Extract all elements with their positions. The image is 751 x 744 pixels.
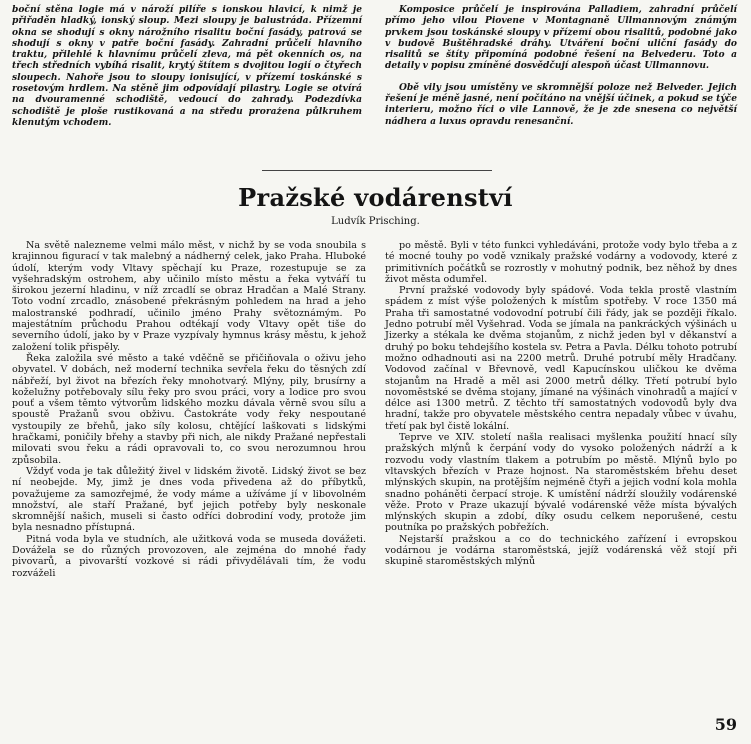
top-right-paragraph-1: Komposice průčelí je inspirována Palladiem, zahradní průčelí přímo jeho vilou Piovene v Montagnaně Ullmannovým známým prvkem jsou toskánské sloupy v přízemí obou risalitů, podobné jako v budově Buštěhradské dráhy. Utváření boční uliční fasády do risalitů se štíty připomíná podobné řešení na Belvederu. Toto a detaily v popisu zmíněné dosvědčují alespoň účast Ullmannovu. bbox=[385, 4, 737, 72]
top-left-paragraph-1: boční stěna logie má v nároží pilíře s ionskou hlavicí, k nimž je přiřaděn hladký, ionský sloup. Mezi sloupy je balustráda. Přízemní okna se shodují s okny nárožního risalitu boční fasády, patrová se shodují s okny v patře boční fasády. Zahradní průčelí hlavního traktu, přilehlé k hlavnímu průčelí zleva, má pět okenních os, na třech středních vybíhá risalit, krytý štítem s dvojitou logií o čtyřech sloupech. Nahoře jsou to sloupy ionisující, v přízemí toskánské s rosetovým hrdlem. Na stěně jim odpovídají pilastry. Logie se otvírá na dvouramenné schodiště, vedoucí do zahrady. Podezdívka schodiště je ploše rustikovaná a na středu prorażena půlkruhem klenutým vchodem. bbox=[12, 4, 362, 128]
top-right-paragraph-2: Obě vily jsou umístěny ve skromnější poloze než Belveder. Jejich řešení je méně jasné, není počítáno na vnější účinek, a pokud se týče interieru, možno říci o vile Lannově, že je zde snesena co největší nádhera a luxus opravdu renesanční. bbox=[385, 81, 737, 127]
top-left-column bbox=[12, 4, 362, 128]
body-left-paragraph-1: Na světě nalezneme velmi málo měst, v nichž by se voda snoubila s krajinnou figurací v tak malebný a nádherný celek, jako Praha. Hluboké údolí, kterým vody Vltavy spěchají ku Praze, rozestupuje se za vyšehradským ostrohem, aby učinilo místo městu a řeka vytváří tu širokou jezerní hladinu, v níž zrcadlí se obraz Hradčan a Malé Strany. Toto vodní zrcadlo, znásobené překrásným pohledem na hrad a jeho malostranské podhradí, učinilo jméno Prahy světoznámým. Po majestátním průchodu Prahou odtékají vody Vltavy opět tiše do severního údolí, jako by v Praze vyzpívaly hymnus krásy městu, k jehož založení tolik přispěly. bbox=[12, 240, 366, 353]
body-right-paragraph-4: Nejstarší pražskou a co do technického zařízení i evropskou vodárnou je vodárna staroměstská, jejíž vodárenská věž stojí při skupině staroměstských mlýnů bbox=[385, 533, 737, 568]
article-title: Pražské vodárenství bbox=[238, 183, 513, 212]
body-left-paragraph-2: Řeka založila své město a také vděčně se přičiňovala o oživu jeho obyvatel. V dobách, než moderní technika sevřela řeku do těsných zdí nábřeží, byl život na březích řeky mnohotvarý. Mlýny, pily, brusírny a koželužny potřebovaly sílu řeky pro svou práci, vory a lodice pro svou pouť a všem těmto výtvorům lidského mozku dávala věrně svou sílu a spoustě Pražanů svou obživu. Častokráte vody řeky nespoutané vystoupily ze břehů, jako síly kolosu, chtějící laškovati s lidskými hračkami, poničily břehy a stavby při nich, ale nikdy Pražané nepřestali milovati svou řeku a rádi opravovali to, co svou nerozumnou hrou způsobila. bbox=[12, 352, 366, 466]
body-right-column bbox=[385, 240, 737, 568]
top-right-column bbox=[385, 4, 737, 127]
section-divider bbox=[262, 170, 492, 171]
body-right-paragraph-2: První pražské vodovody byly spádové. Voda tekla prostě vlastním spádem z míst výše položených k místům spotřeby. V roce 1350 má Praha tři samostatné vodovodní potrubí čili řády, jak se později říkalo. Jedno potrubí měl Vyšehrad. Voda se jímala na pankráckých výšinách u Jizerky a stékala ke dvěma stojanům, z nichž jeden byl v děkanství a druhý po boku tehdejšího kostela sv. Petra a Pavla. Délku tohoto potrubí možno odhadnouti asi na 2200 metrů. Druhé potrubí měly Hradčany. Vodovod začínal v Břevnově, vedl Kapucínskou uličkou ke dvěma stojanům na Hradě a měl asi 2000 metrů délky. Třetí potrubí bylo novoměstské se dvěma stojany, jímané na výšinách vinohradů a mající v délce asi 1300 metrů. Z těchto tří samostatných vodovodů byly dva hradní, takže pro obyvatele městského centra nepadaly vůbec v úvahu, třetí pak byl čistě lokální. bbox=[385, 285, 737, 432]
body-left-paragraph-4: Pitná voda byla ve studních, ale užitková voda se museda dovážeti. Dovážela se do různých provozoven, ale zejména do mnohé řady pivovarů, a pivovarští vozkové si rádi přivydělávali tím, že vodu rozváželi bbox=[12, 533, 366, 579]
body-left-paragraph-3: Vždyť voda je tak důležitý živel v lidském životě. Lidský život se bez ní neobejde. My, jimž je dnes voda přivedena až do příbytků, považujeme za samozřejmé, že vody máme a užíváme jí v libovolném množství, ale staří Pražané, byť jejich potřeby byly neskonale skromnější našich, museli si často odříci dobrodiní vody, protože jim byla nesnadno přístupná. bbox=[12, 465, 366, 534]
article-author: Ludvík Prisching. bbox=[331, 216, 420, 227]
body-left-column bbox=[12, 240, 366, 579]
body-right-paragraph-1: po městě. Byli v této funkci vyhledáváni, protože vody bylo třeba a z té mocné touhy po vodě vznikaly pražské vodárny a vodovody, které z primitivních počátků se rozrostly v mohutný podnik, bez něhož by dnes život města odumřel. bbox=[385, 240, 737, 285]
page-number: 59 bbox=[714, 715, 737, 734]
body-right-paragraph-3: Teprve ve XIV. století našla realisaci myšlenka použití hnací síly pražských mlýnů k čerpání vody do vysoko položených nádrží a k rozvodu vody vlastním tlakem a potrubím po městě. Mlýnů bylo po vltavských březích v Praze hojnost. Na staroměstském břehu deset mlýnských skupin, na protějším nejméně čtyři a jejich vodní kola mohla snadno poháněti čerpací stroje. K umístění nádrží sloužily vodárenské věže. Proto v Praze ukazují bývalé vodárenské věže místa bývalých mlýnských skupin a zdobí, díky osudu celkem neporušené, cestu poutníka po pražských pobřežích. bbox=[385, 432, 737, 534]
